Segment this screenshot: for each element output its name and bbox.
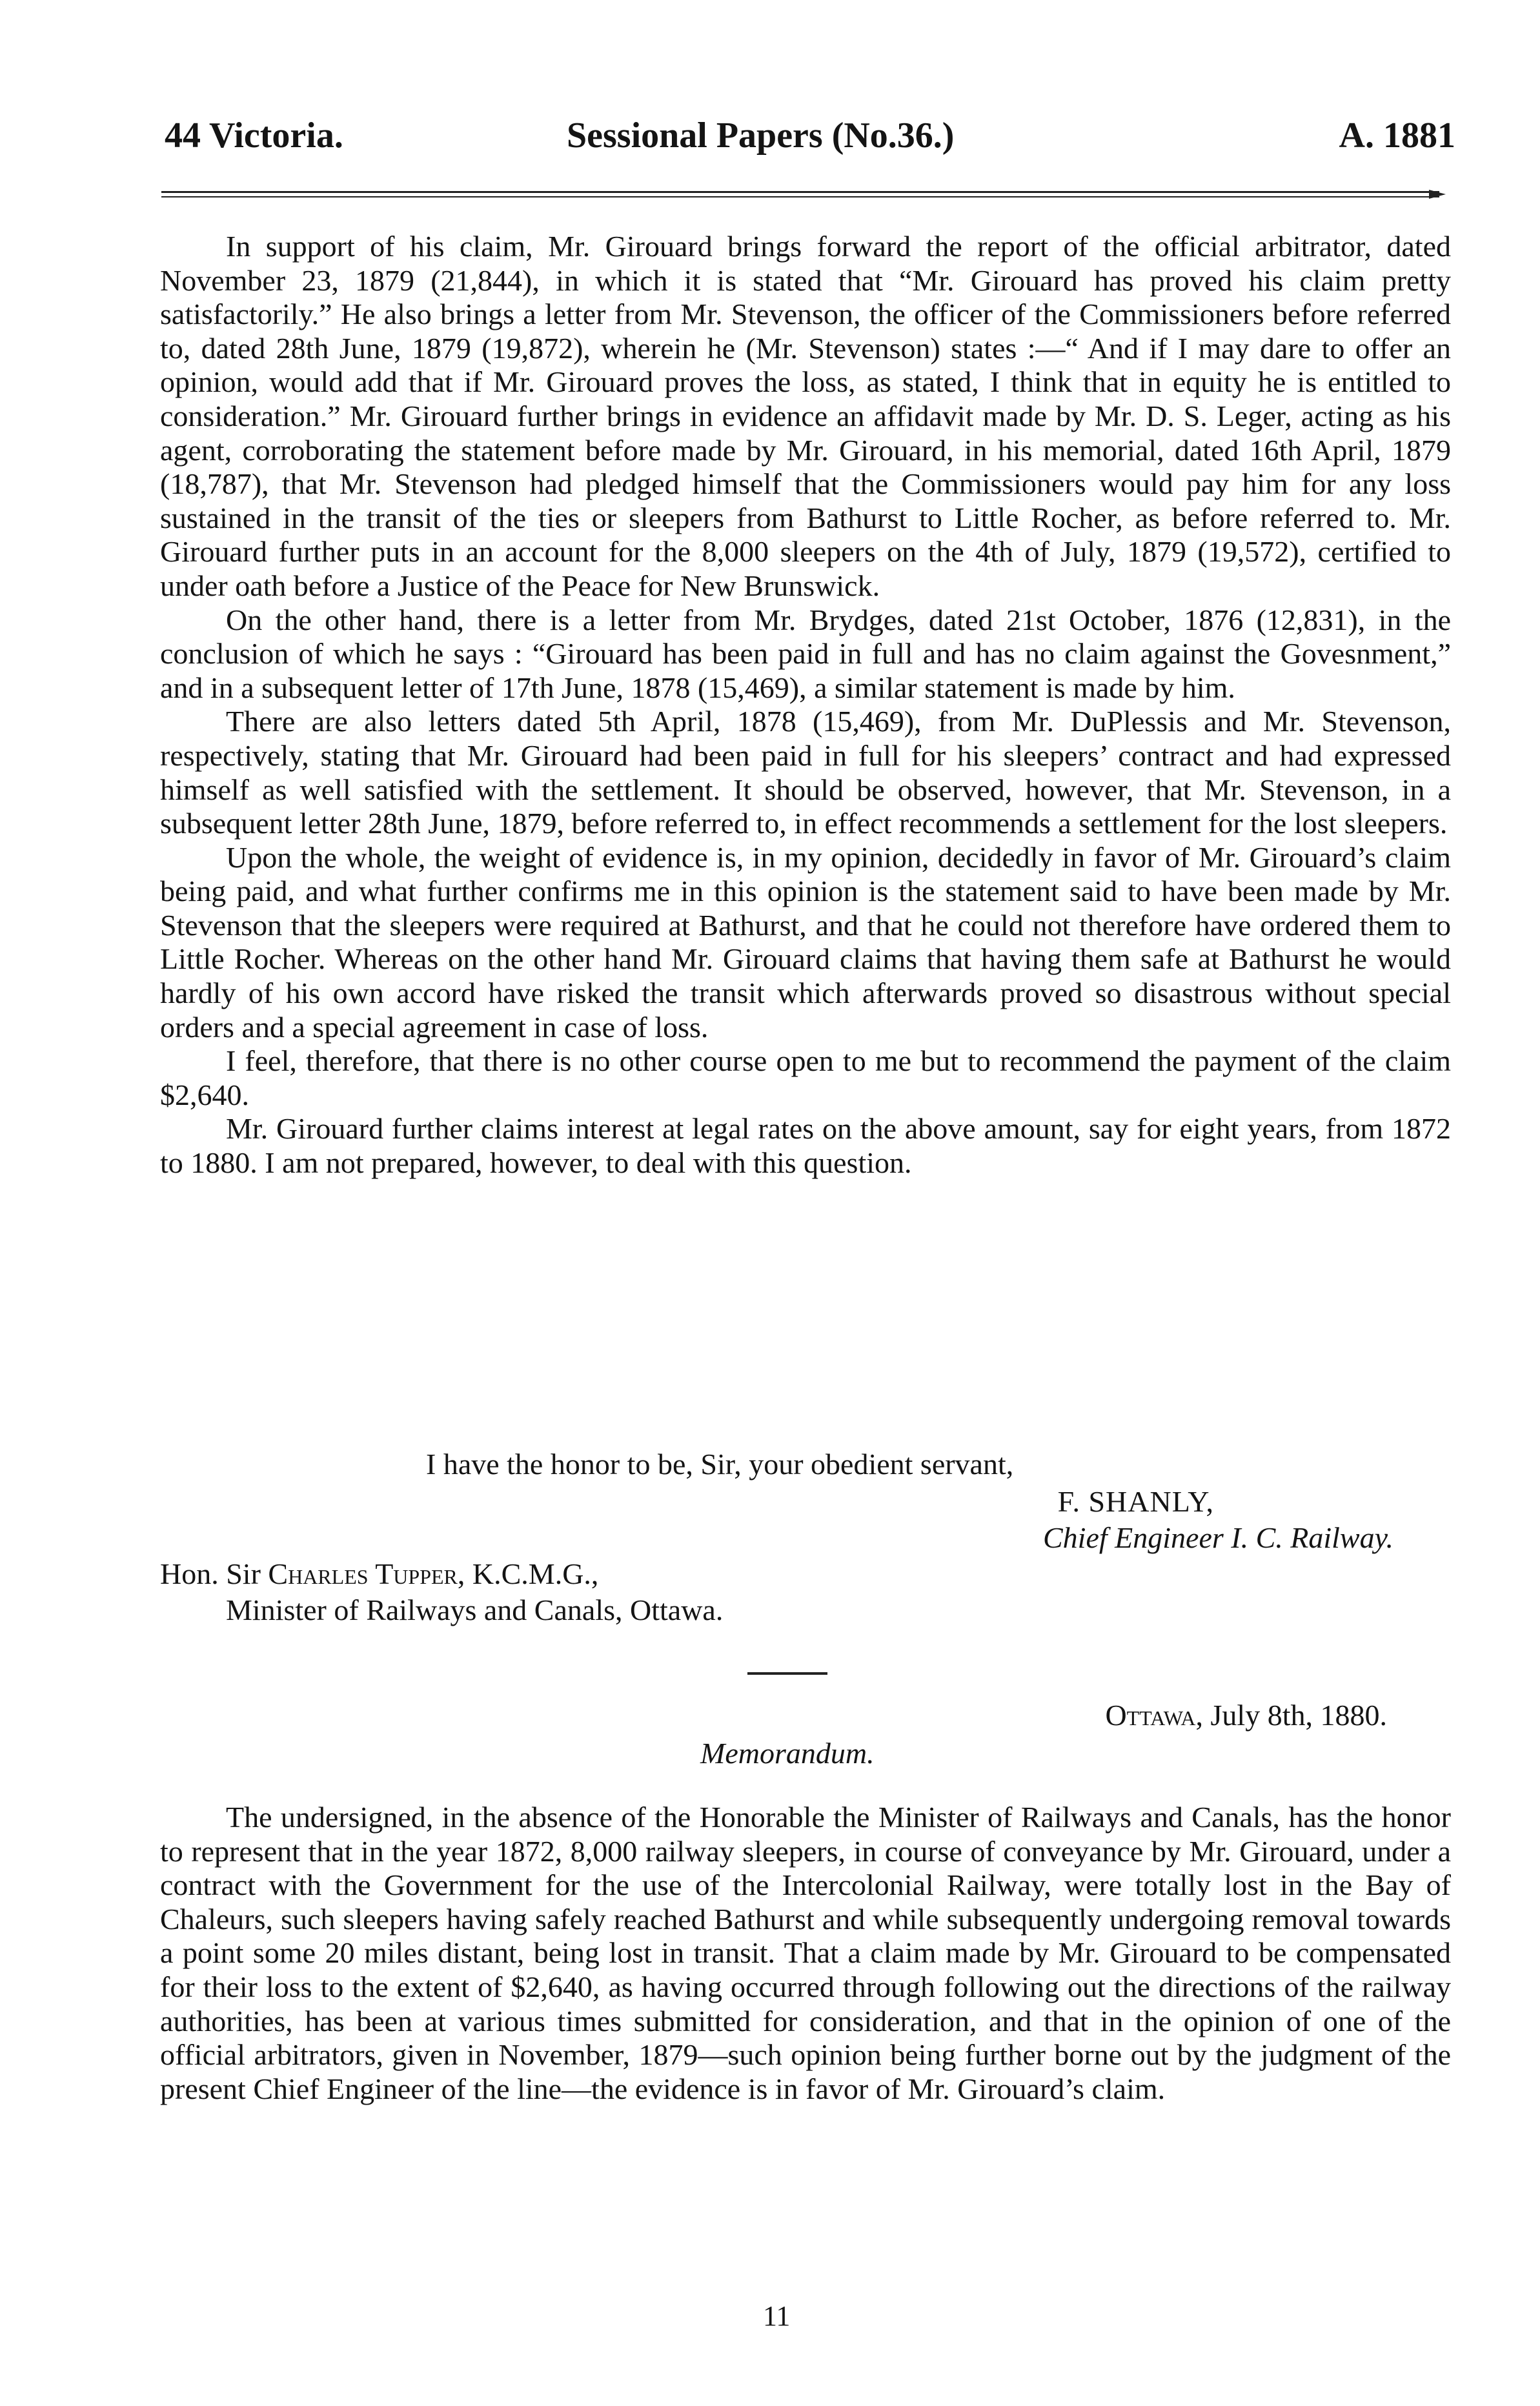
report-paragraph: Mr. Girouard further claims interest at legal rates on the above amount, say for eight years, from 1872 to 1880. I am not prepared, however, to deal with this question. <box>160 1112 1451 1180</box>
letter-closing: I have the honor to be, Sir, your obedient servant, <box>426 1448 1014 1481</box>
memo-paragraph: The undersigned, in the absence of the Honorable the Minister of Railways and Canals, has the honor to represent that in the year 1872, 8,000 railway sleepers, in course of conveyance by Mr. Girouard, under a contract with the Government for the use of the Intercolonial Railway, were totally lost in the Bay of Chaleurs, such sleepers having safely reached Bathurst and while subsequently undergoing removal towards a point some 20 miles distant, being lost in transit. That a claim made by Mr. Girouard to be compensated for their loss to the extent of $2,640, as having occurred through following out the directions of the railway authorities, has been at various times submitted for consideration, and that in the opinion of one of the official arbitrators, given in November, 1879—such opinion being further borne out by the judgment of the present Chief Engineer of the line—the evidence is in favor of Mr. Girouard’s claim. <box>160 1801 1451 2105</box>
dateline-date: , July 8th, 1880. <box>1195 1699 1387 1732</box>
section-divider <box>747 1672 827 1675</box>
memo-body <box>160 1801 1451 2106</box>
report-paragraph: There are also letters dated 5th April, 1878 (15,469), from Mr. DuPlessis and Mr. Stevenson, respectively, stating that Mr. Girouard had been paid in full for his sleepers’ contract and had expressed himself as well satisfied with the settlement. It should be observed, however, that Mr. Stevenson, in a subsequent letter 28th June, 1879, before referred to, in effect recommends a settlement for the lost sleepers. <box>160 705 1451 840</box>
report-paragraph: On the other hand, there is a letter from Mr. Brydges, dated 21st October, 1876 (12,831), in the conclusion of which he says : “Girouard has been paid in full and has no claim against the Govesnment,” and in a subsequent letter of 17th June, 1878 (15,469), a similar statement is made by him. <box>160 603 1451 704</box>
addressee <box>160 1557 598 1591</box>
report-body <box>160 230 1451 1180</box>
addressee-suffix: , K.C.M.G., <box>457 1557 599 1590</box>
signature-name: F. SHANLY, <box>1057 1485 1214 1518</box>
header-rule <box>161 191 1446 200</box>
header-series-title: Sessional Papers (No.36.) <box>567 116 955 156</box>
header-regnal-year: 44 Victoria. <box>165 116 343 156</box>
addressee-office: Minister of Railways and Canals, Ottawa. <box>226 1593 724 1626</box>
dateline-place: Ottawa <box>1105 1699 1196 1732</box>
report-paragraph: Upon the whole, the weight of evidence is, in my opinion, decidedly in favor of Mr. Girouard’s claim being paid, and what further confirms me in this opinion is the statement said to have been made by Mr. Stevenson that the sleepers were required at Bathurst, and that he could not therefore have ordered them to Little Rocher. Whereas on the other hand Mr. Girouard claims that having them safe at Bathurst he would hardly of his own accord have risked the transit which afterwards proved so disastrous without special orders and a special agreement in case of loss. <box>160 840 1451 1044</box>
memo-title: Memorandum. <box>700 1737 875 1770</box>
addressee-name: Charles Tupper <box>268 1557 458 1590</box>
report-paragraph: I feel, therefore, that there is no other course open to me but to recommend the payment of the claim $2,640. <box>160 1044 1451 1111</box>
header-year: A. 1881 <box>1339 116 1455 156</box>
running-header <box>165 115 1455 167</box>
memo-dateline <box>1105 1698 1387 1732</box>
addressee-prefix: Hon. Sir <box>160 1557 268 1590</box>
report-paragraph: In support of his claim, Mr. Girouard brings forward the report of the official arbitrator, dated November 23, 1879 (21,844), in which it is stated that “Mr. Girouard has proved his claim pretty satisfactorily.” He also brings a letter from Mr. Stevenson, the officer of the Commissioners before referred to, dated 28th June, 1879 (19,872), wherein he (Mr. Stevenson) states :—“ And if I may dare to offer an opinion, would add that if Mr. Girouard proves the loss, as stated, I think that in equity he is entitled to consideration.” Mr. Girouard further brings in evidence an affidavit made by Mr. D. S. Leger, acting as his agent, corroborating the statement before made by Mr. Girouard, in his memorial, dated 16th April, 1879 (18,787), that Mr. Stevenson had pledged himself that the Commissioners would pay him for any loss sustained in the transit of the ties or sleepers from Bathurst to Little Rocher, as before referred to. Mr. Girouard further puts in an account for the 8,000 sleepers on the 4th of July, 1879 (19,572), certified to under oath before a Justice of the Peace for New Brunswick. <box>160 230 1451 602</box>
page-number: 11 <box>763 2300 791 2332</box>
signature-title: Chief Engineer I. C. Railway. <box>1043 1521 1393 1554</box>
